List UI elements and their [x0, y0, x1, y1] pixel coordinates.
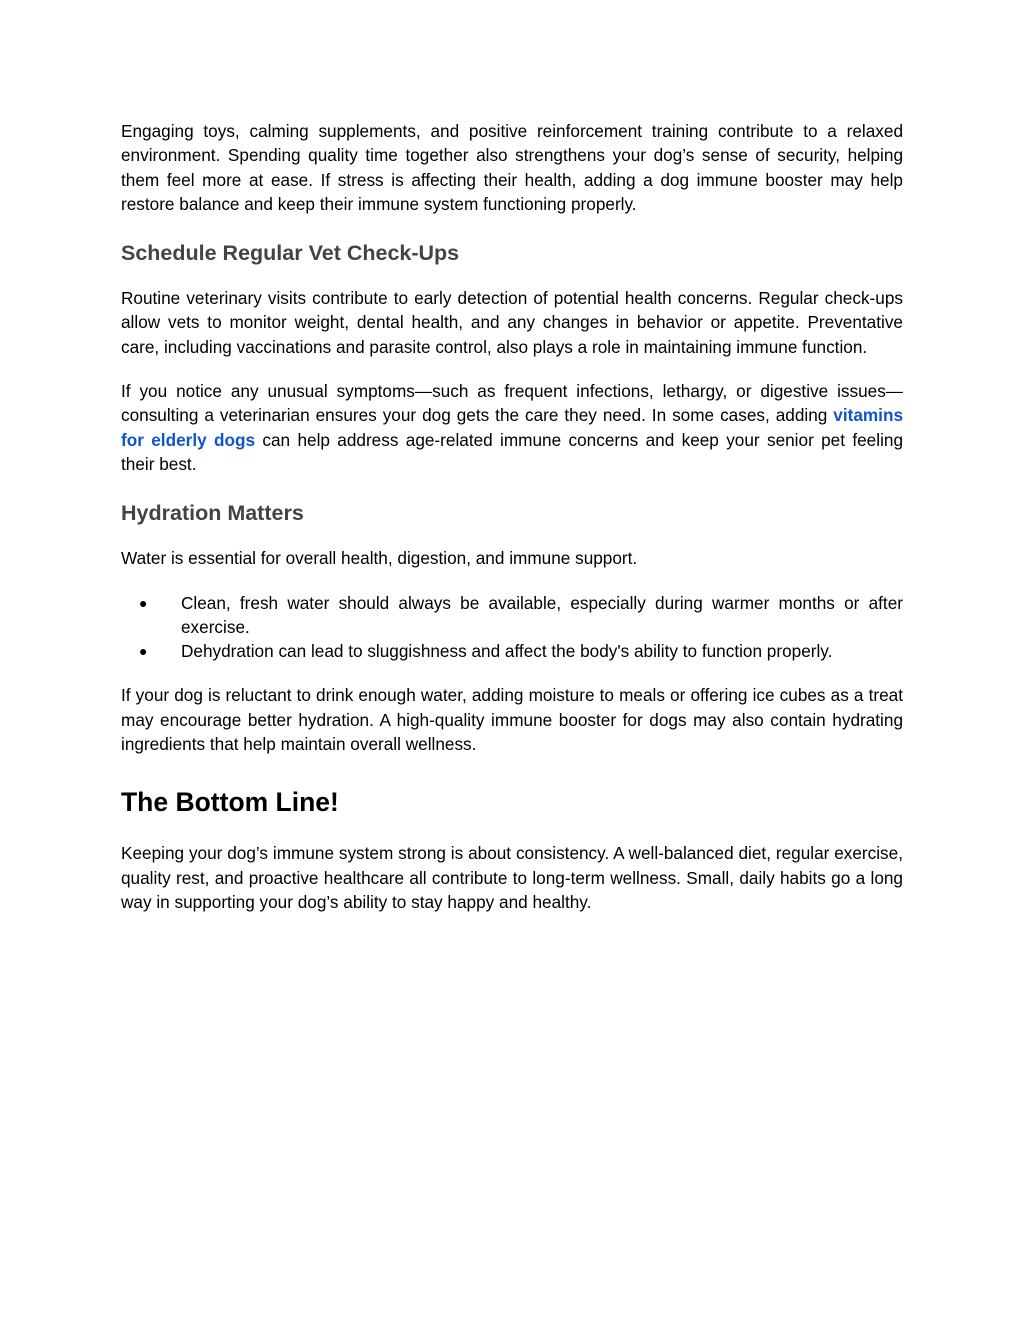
bottom-line-paragraph: Keeping your dog’s immune system strong is about consistency. A well-balanced diet, regular exercise, quality rest, and proactive healthcare all contribute to long-term wellness. Small, daily habits go a long way in supporting your dog’s ability to stay happy and healthy.: [121, 843, 903, 912]
hydration-paragraph-1: Water is essential for overall health, digestion, and immune support.: [121, 548, 638, 569]
list-item: [121, 591, 903, 640]
hydration-paragraph-2: If your dog is reluctant to drink enough water, adding moisture to meals or offering ice cubes as a treat may encourage better hydration. A high-quality immune booster for dogs may also contain hydrating ingredients that help maintain overall wellness.: [121, 685, 903, 755]
bottom-line-heading: The Bottom Line!: [121, 787, 339, 818]
list-item: [121, 639, 903, 663]
list-item-text: Dehydration can lead to sluggishness and affect the body's ability to function properly.: [181, 641, 833, 662]
list-item-text: Clean, fresh water should always be available, especially during warmer months or after exercise.: [181, 592, 903, 637]
hydration-heading: Hydration Matters: [121, 501, 304, 526]
document-page: [121, 119, 903, 914]
vet-paragraph-1: Routine veterinary visits contribute to early detection of potential health concerns. Regular check-ups allow vets to monitor weight, dental health, and any changes in behavior or appetite. Preventative care, including vaccinations and parasite control, also plays a role in maintaining immune function.: [121, 288, 903, 357]
vet-paragraph-2-text-before: If you notice any unusual symptoms—such as frequent infections, lethargy, or digestive issues—consulting a veterinarian ensures your dog gets the care they need. In some cases, adding: [121, 381, 903, 426]
bullet-icon: ●: [139, 643, 148, 660]
intro-paragraph: Engaging toys, calming supplements, and positive reinforcement training contribute to a relaxed environment. Spending quality time together also strengthens your dog’s sense of security, helping them feel more at ease. If stress is affecting their health, adding a dog immune booster may help restore balance and keep their immune system functioning properly.: [121, 121, 903, 214]
vet-checkups-heading: Schedule Regular Vet Check-Ups: [121, 241, 460, 266]
vet-paragraph-2-text-after: can help address age-related immune concerns and keep your senior pet feeling their best.: [121, 429, 903, 474]
vet-paragraph-2: [121, 379, 903, 476]
hydration-bullet-list: [121, 591, 903, 664]
vitamins-for-elderly-dogs-link[interactable]: vitamins for elderly dogs: [121, 405, 903, 450]
bullet-icon: ●: [139, 594, 148, 611]
